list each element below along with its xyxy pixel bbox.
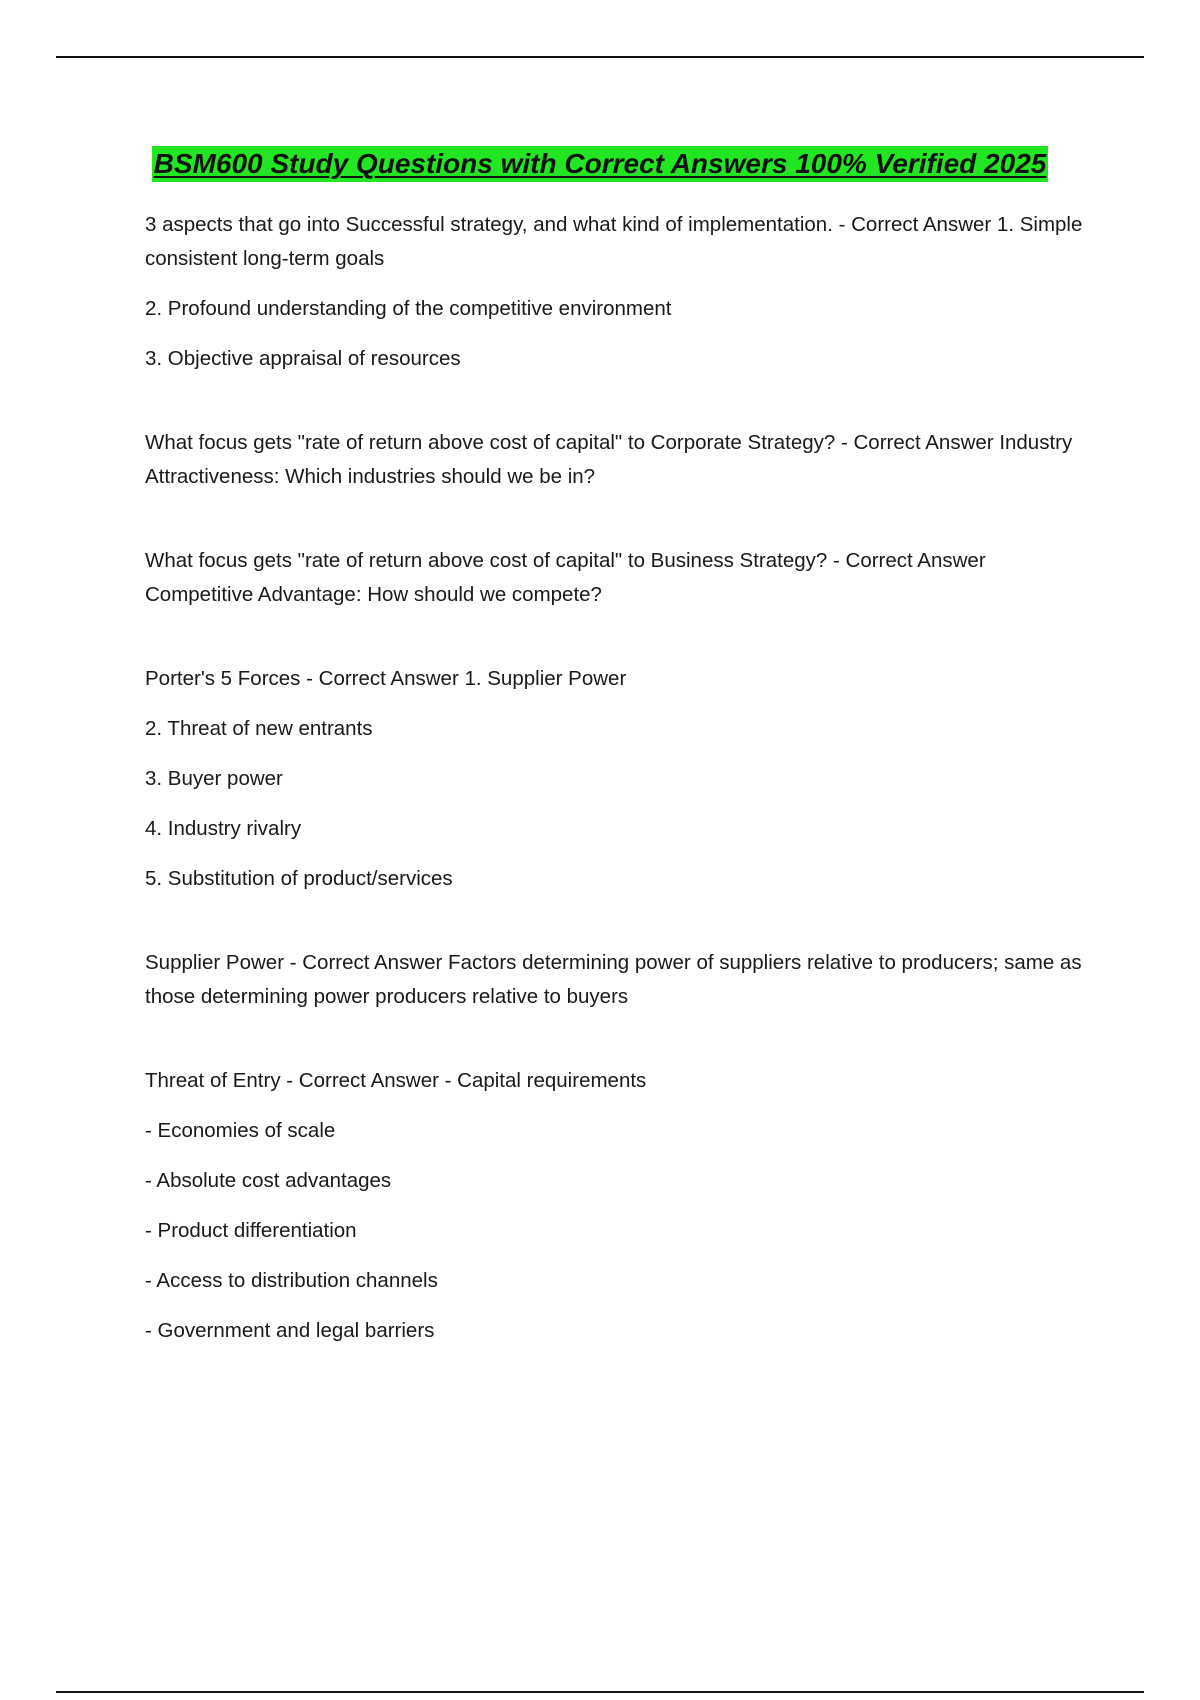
entry-line: 5. Substitution of product/services bbox=[145, 867, 453, 890]
entry-line: Supplier Power - Correct Answer Factors determining power of suppliers relative to producers; same as those determining power producers relative to buyers bbox=[145, 951, 1082, 1008]
entry-line: - Government and legal barriers bbox=[145, 1319, 435, 1342]
qa-entry bbox=[145, 1064, 1085, 1348]
entry-line: - Product differentiation bbox=[145, 1219, 357, 1242]
qa-entry bbox=[145, 946, 1085, 1014]
document-body bbox=[145, 208, 1085, 1364]
entry-line: 3 aspects that go into Successful strategy, and what kind of implementation. - Correct Answer 1. Simple consistent long-term goals bbox=[145, 213, 1083, 270]
entry-line: What focus gets "rate of return above cost of capital" to Corporate Strategy? - Correct Answer Industry Attractiveness: Which industries should we be in? bbox=[145, 431, 1073, 488]
entry-line: What focus gets "rate of return above cost of capital" to Business Strategy? - Correct Answer Competitive Advantage: How should we compete? bbox=[145, 549, 986, 606]
entry-line: - Economies of scale bbox=[145, 1119, 336, 1142]
title-container bbox=[0, 146, 1200, 182]
entry-line: 2. Threat of new entrants bbox=[145, 717, 373, 740]
entry-line: 2. Profound understanding of the competitive environment bbox=[145, 297, 672, 320]
entry-line: Porter's 5 Forces - Correct Answer 1. Supplier Power bbox=[145, 667, 627, 690]
entry-line: 3. Objective appraisal of resources bbox=[145, 347, 461, 370]
entry-line: Threat of Entry - Correct Answer - Capital requirements bbox=[145, 1069, 647, 1092]
entry-line: 3. Buyer power bbox=[145, 767, 283, 790]
entry-line: - Absolute cost advantages bbox=[145, 1169, 392, 1192]
qa-entry bbox=[145, 662, 1085, 896]
entry-line: 4. Industry rivalry bbox=[145, 817, 302, 840]
qa-entry bbox=[145, 208, 1085, 376]
header-rule bbox=[56, 56, 1144, 58]
entry-line: - Access to distribution channels bbox=[145, 1269, 438, 1292]
qa-entry bbox=[145, 426, 1085, 494]
qa-entry bbox=[145, 544, 1085, 612]
document-title: BSM600 Study Questions with Correct Answers 100% Verified 2025 bbox=[152, 146, 1049, 182]
footer-rule bbox=[56, 1691, 1144, 1693]
